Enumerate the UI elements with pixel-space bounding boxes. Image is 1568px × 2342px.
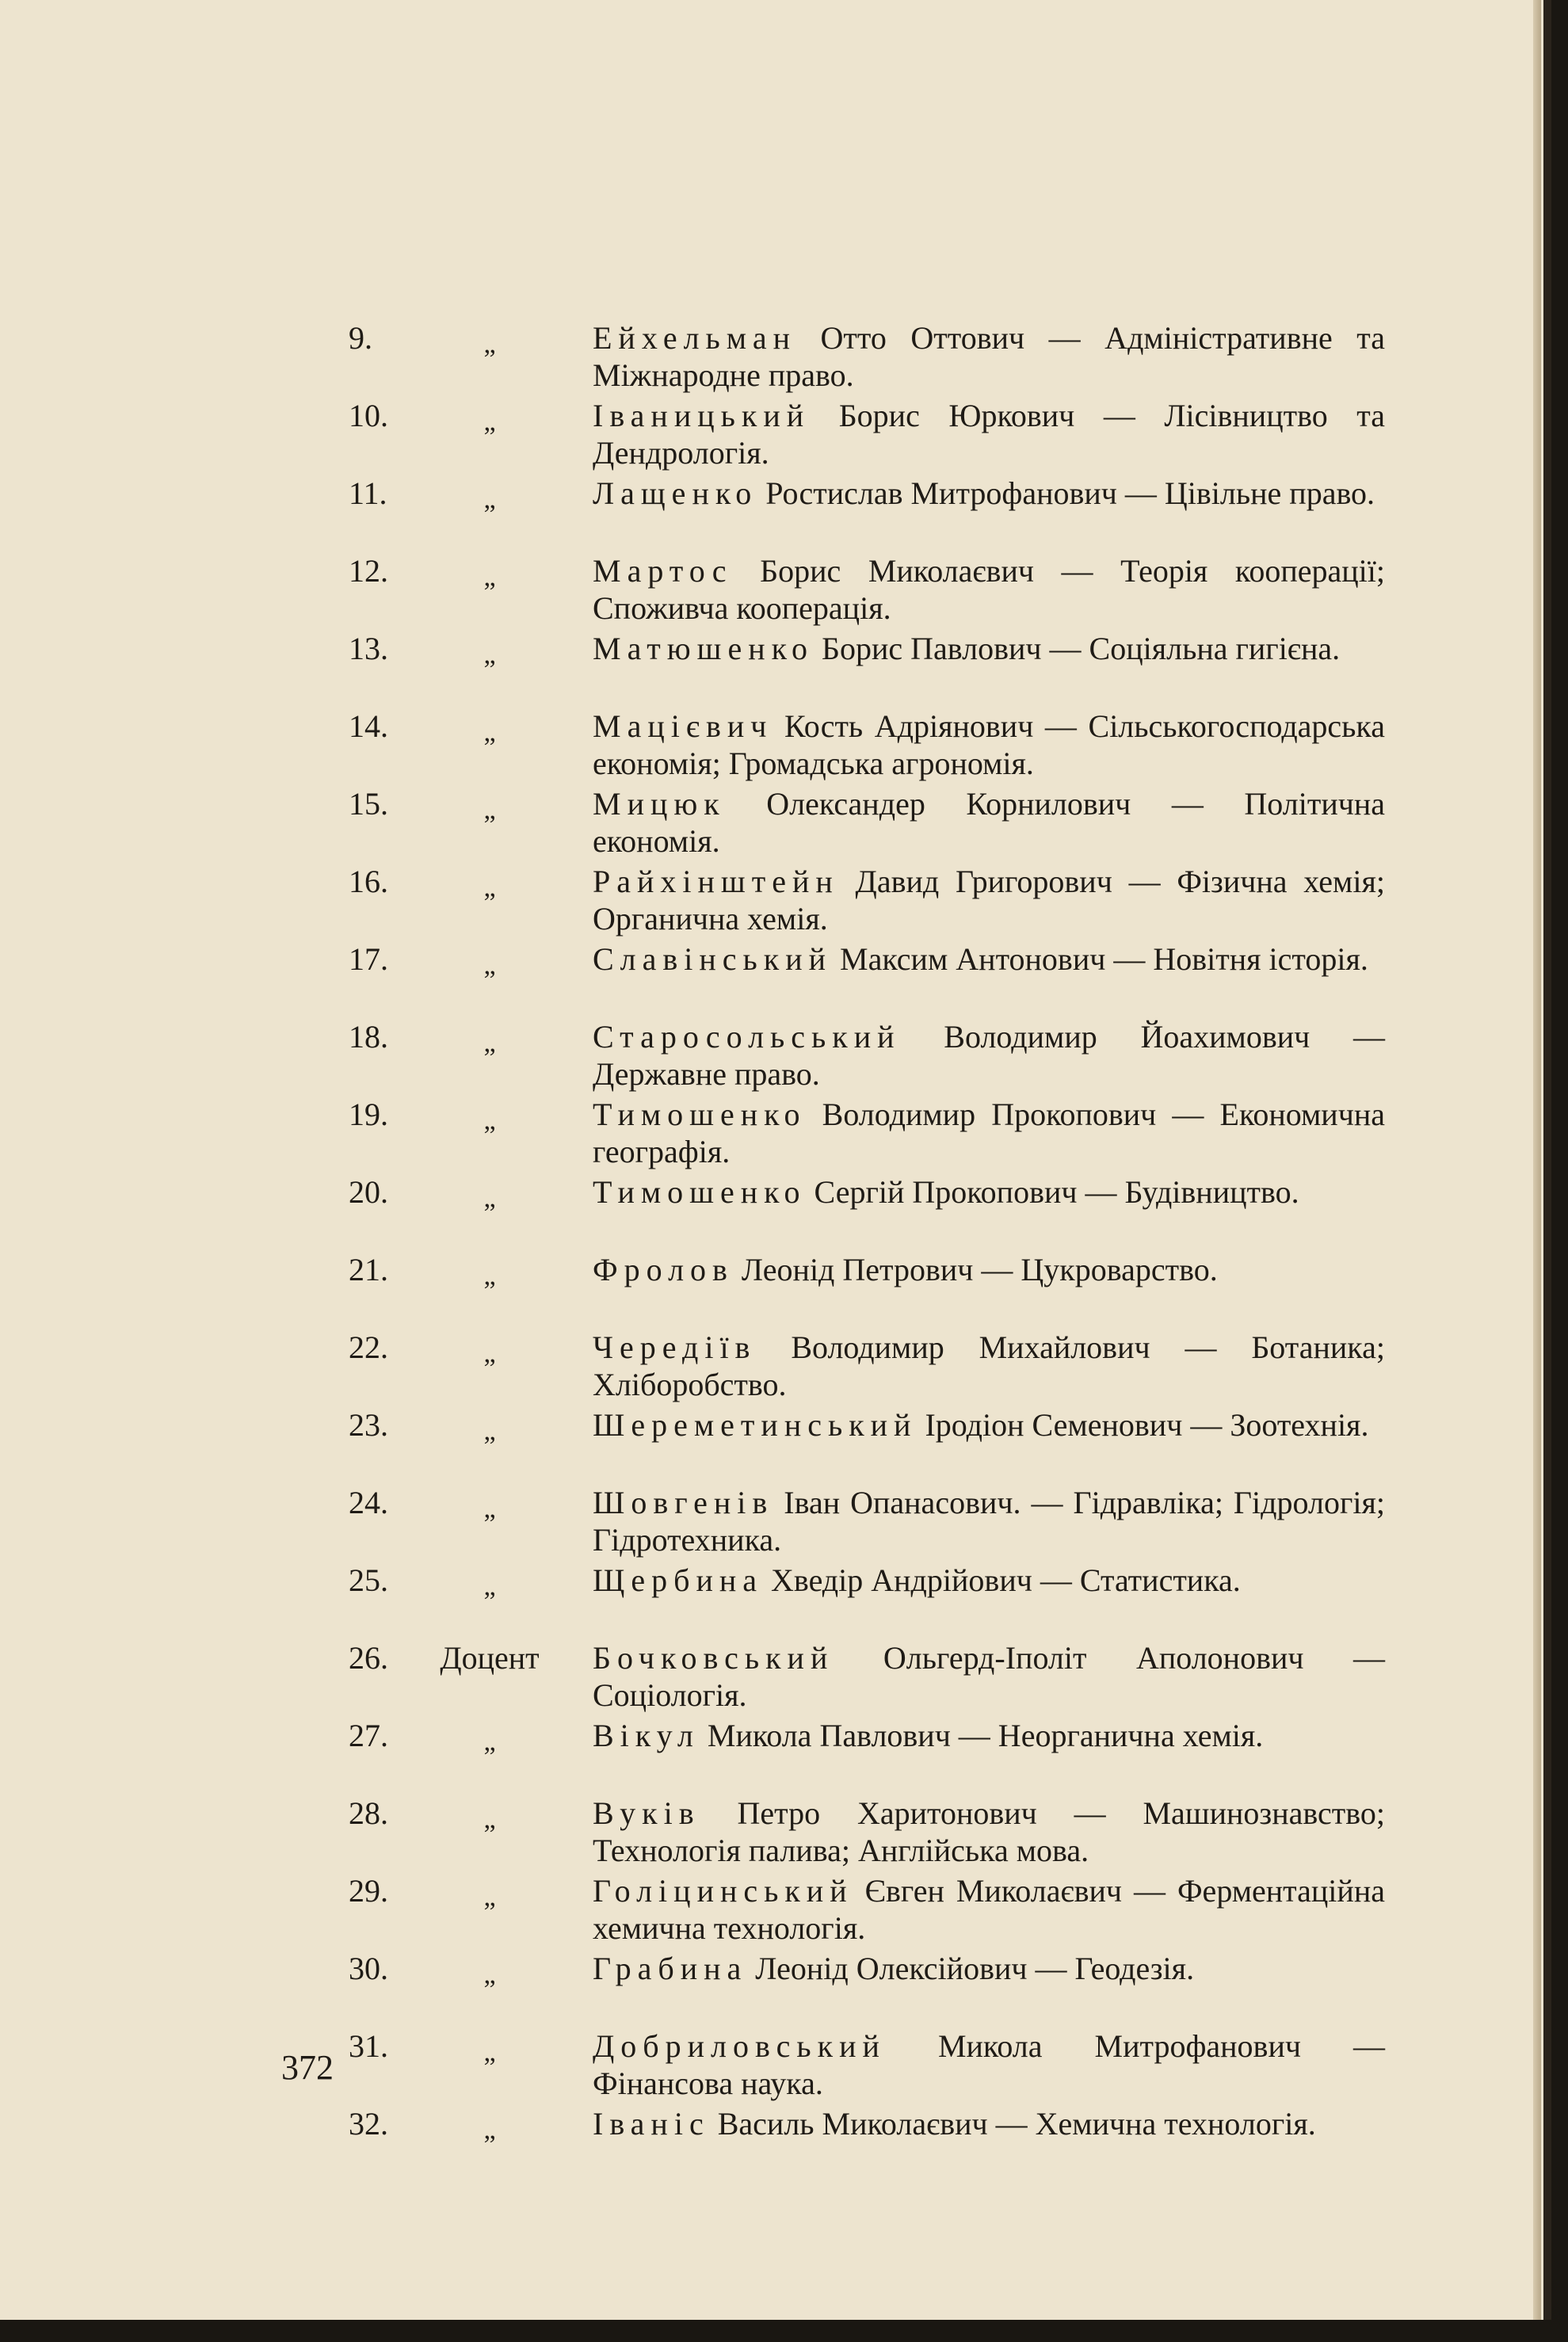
entry-details: Борис Миколаєвич — Теорія кооперації; Споживча кооперація. [593,553,1385,626]
list-item [349,1398,1394,1476]
entry-number: 16. [349,864,388,899]
list-item [349,1243,1394,1321]
entry-details: Володимир Прокопович — Економична географія. [593,1097,1385,1169]
entry-details: Іван Опанасович. — Гідравліка; Гідрологія; Гідротехника. [593,1485,1385,1558]
list-item [349,1631,1394,1713]
entry-rank: Доцент [440,1640,540,1676]
entry-text [593,552,1385,627]
entry-details: Борис Юркович — Лісівництво та Дендрологія. [593,398,1385,471]
entry-rank: „ [483,1417,496,1446]
entry-number: 26. [349,1640,388,1676]
list-item [349,622,1394,700]
entry-details: Кость Адріянович — Сільськогосподарська економія; Громадська агрономія. [593,708,1385,781]
list-item [349,855,1394,936]
entry-number: 31. [349,2028,388,2064]
entry-text [593,1795,1385,1869]
entry-rank: „ [483,2038,496,2067]
entry-text [593,1872,1385,1947]
entry-details: Борис Павлович — Соціяльна гигієна. [814,631,1341,666]
list-item [349,777,1394,859]
entry-surname: Голіцинський [593,1873,853,1909]
entry-text [593,785,1385,860]
entry-surname: Тимошенко [593,1097,807,1132]
entry-rank: „ [483,1339,496,1368]
entry-details: Петро Харитонович — Машинознавство; Технологія палива; Англійська мова. [593,1795,1385,1868]
entry-number: 13. [349,631,388,666]
entry-surname: Бочковський [593,1640,834,1676]
entry-text [593,397,1385,471]
entry-rank: „ [483,873,496,902]
entry-details: Володимир Михайлович — Ботаника; Хліборобство. [593,1329,1385,1402]
page-number: 372 [281,2048,334,2087]
entry-details: Євген Миколаєвич — Ферментаційна хемична технологія. [593,1873,1385,1946]
entry-details: Сергій Прокопович — Будівництво. [806,1174,1299,1210]
entry-text [593,475,1385,512]
entry-surname: Мицюк [593,786,726,822]
entry-surname: Шереметинський [593,1407,918,1443]
list-item [349,1554,1394,1631]
entry-number: 28. [349,1795,388,1831]
entry-rank: „ [483,1572,496,1601]
entry-number: 29. [349,1873,388,1909]
entry-rank: „ [483,330,496,359]
entry-rank: „ [483,1261,496,1291]
entry-rank: „ [483,2115,496,2145]
entry-number: 15. [349,786,388,822]
entry-rank: „ [483,951,496,980]
entry-number: 17. [349,941,388,977]
list-item [349,1942,1394,2020]
entry-text [593,1329,1385,1403]
entry-details: Ростислав Митрофанович — Цівільне право. [757,475,1375,511]
entry-text [593,1173,1385,1211]
entry-details: Микола Митрофанович — Фінансова наука. [593,2028,1385,2101]
faculty-list [349,311,1394,2175]
entry-details: Максим Антонович — Новітня історія. [832,941,1368,977]
list-item [349,700,1394,781]
entry-details: Леонід Петрович — Цукроварство. [733,1252,1218,1287]
entry-text [593,940,1385,978]
entry-rank: „ [483,640,496,669]
entry-rank: „ [483,1805,496,1834]
entry-number: 18. [349,1019,388,1055]
entry-rank: „ [483,1184,496,1213]
entry-surname: Іваницький [593,398,811,433]
entry-number: 23. [349,1407,388,1443]
list-item [349,1321,1394,1402]
entry-details: Ольгерд-Іполіт Аполонович — Соціологія. [593,1640,1385,1713]
entry-text [593,1406,1385,1444]
entry-surname: Славінський [593,941,833,977]
list-item [349,1476,1394,1558]
entry-rank: „ [483,1727,496,1756]
entry-surname: Чередіїв [593,1329,757,1365]
entry-surname: Лащенко [593,475,758,511]
entry-details: Хведір Андрійович — Статистика. [763,1562,1241,1598]
entry-surname: Щербина [593,1562,764,1598]
entry-surname: Вуків [593,1795,700,1831]
entry-number: 14. [349,708,388,744]
entry-surname: Ейхельман [593,320,796,356]
list-item [349,1010,1394,1092]
entry-number: 25. [349,1562,388,1598]
entry-rank: „ [483,485,496,514]
list-item [349,544,1394,626]
entry-text [593,319,1385,394]
entry-text [593,1484,1385,1558]
entry-details: Отто Оттович — Адміністративне та Міжнародне право. [593,320,1385,393]
entry-surname: Грабина [593,1951,748,1986]
entry-rank: „ [483,563,496,592]
list-item [349,1165,1394,1243]
entry-rank: „ [483,1106,496,1135]
entry-surname: Старосольський [593,1019,901,1055]
entry-text [593,1018,1385,1093]
entry-text [593,630,1385,667]
list-item [349,467,1394,544]
entry-surname: Вікул [593,1718,700,1753]
entry-details: Микола Павлович — Неорганична хемія. [699,1718,1264,1753]
entry-rank: „ [483,1960,496,1989]
entry-details: Давид Григорович — Фізична хемія; Органична хемія. [593,864,1385,936]
entry-number: 32. [349,2106,388,2142]
entry-text [593,1717,1385,1754]
entry-number: 20. [349,1174,388,1210]
entry-details: Олександер Корнилович — Політична економія. [593,786,1385,859]
entry-surname: Тимошенко [593,1174,807,1210]
list-item [349,1787,1394,1868]
entry-number: 10. [349,398,388,433]
list-item [349,311,1394,393]
entry-number: 19. [349,1097,388,1132]
entry-rank: „ [483,1494,496,1524]
entry-surname: Добриловський [593,2028,886,2064]
entry-rank: „ [483,1028,496,1058]
entry-number: 11. [349,475,387,511]
entry-text [593,1950,1385,1987]
entry-rank: „ [483,1882,496,1912]
entry-rank: „ [483,407,496,437]
entry-text [593,1096,1385,1170]
entry-surname: Фролов [593,1252,734,1287]
entry-number: 27. [349,1718,388,1753]
entry-text [593,1562,1385,1599]
entry-text [593,1639,1385,1714]
list-item [349,2097,1394,2175]
entry-surname: Шовгенів [593,1485,774,1520]
entry-number: 12. [349,553,388,589]
entry-text [593,863,1385,937]
entry-text [593,2027,1385,2102]
page-edge [1533,0,1541,2320]
entry-number: 30. [349,1951,388,1986]
entry-text [593,708,1385,782]
entry-number: 22. [349,1329,388,1365]
entry-number: 9. [349,320,372,356]
entry-number: 21. [349,1252,388,1287]
entry-surname: Іваніс [593,2106,710,2142]
entry-surname: Мацієвич [593,708,773,744]
list-item [349,1709,1394,1787]
entry-details: Іродіон Семенович — Зоотехнія. [917,1407,1369,1443]
list-item [349,2020,1394,2101]
entry-surname: Райхінштейн [593,864,839,899]
list-item [349,1864,1394,1946]
entry-details: Володимир Йоахимович — Державне право. [593,1019,1385,1092]
entry-text [593,2105,1385,2142]
entry-rank: „ [483,718,496,747]
list-item [349,1088,1394,1169]
entry-number: 24. [349,1485,388,1520]
entry-details: Василь Миколаєвич — Хемична технологія. [709,2106,1316,2142]
entry-details: Леонід Олексійович — Геодезія. [747,1951,1195,1986]
entry-surname: Мартос [593,553,733,589]
entry-surname: Матюшенко [593,631,815,666]
entry-rank: „ [483,795,496,825]
entry-text [593,1251,1385,1288]
list-item [349,389,1394,471]
list-item [349,933,1394,1010]
